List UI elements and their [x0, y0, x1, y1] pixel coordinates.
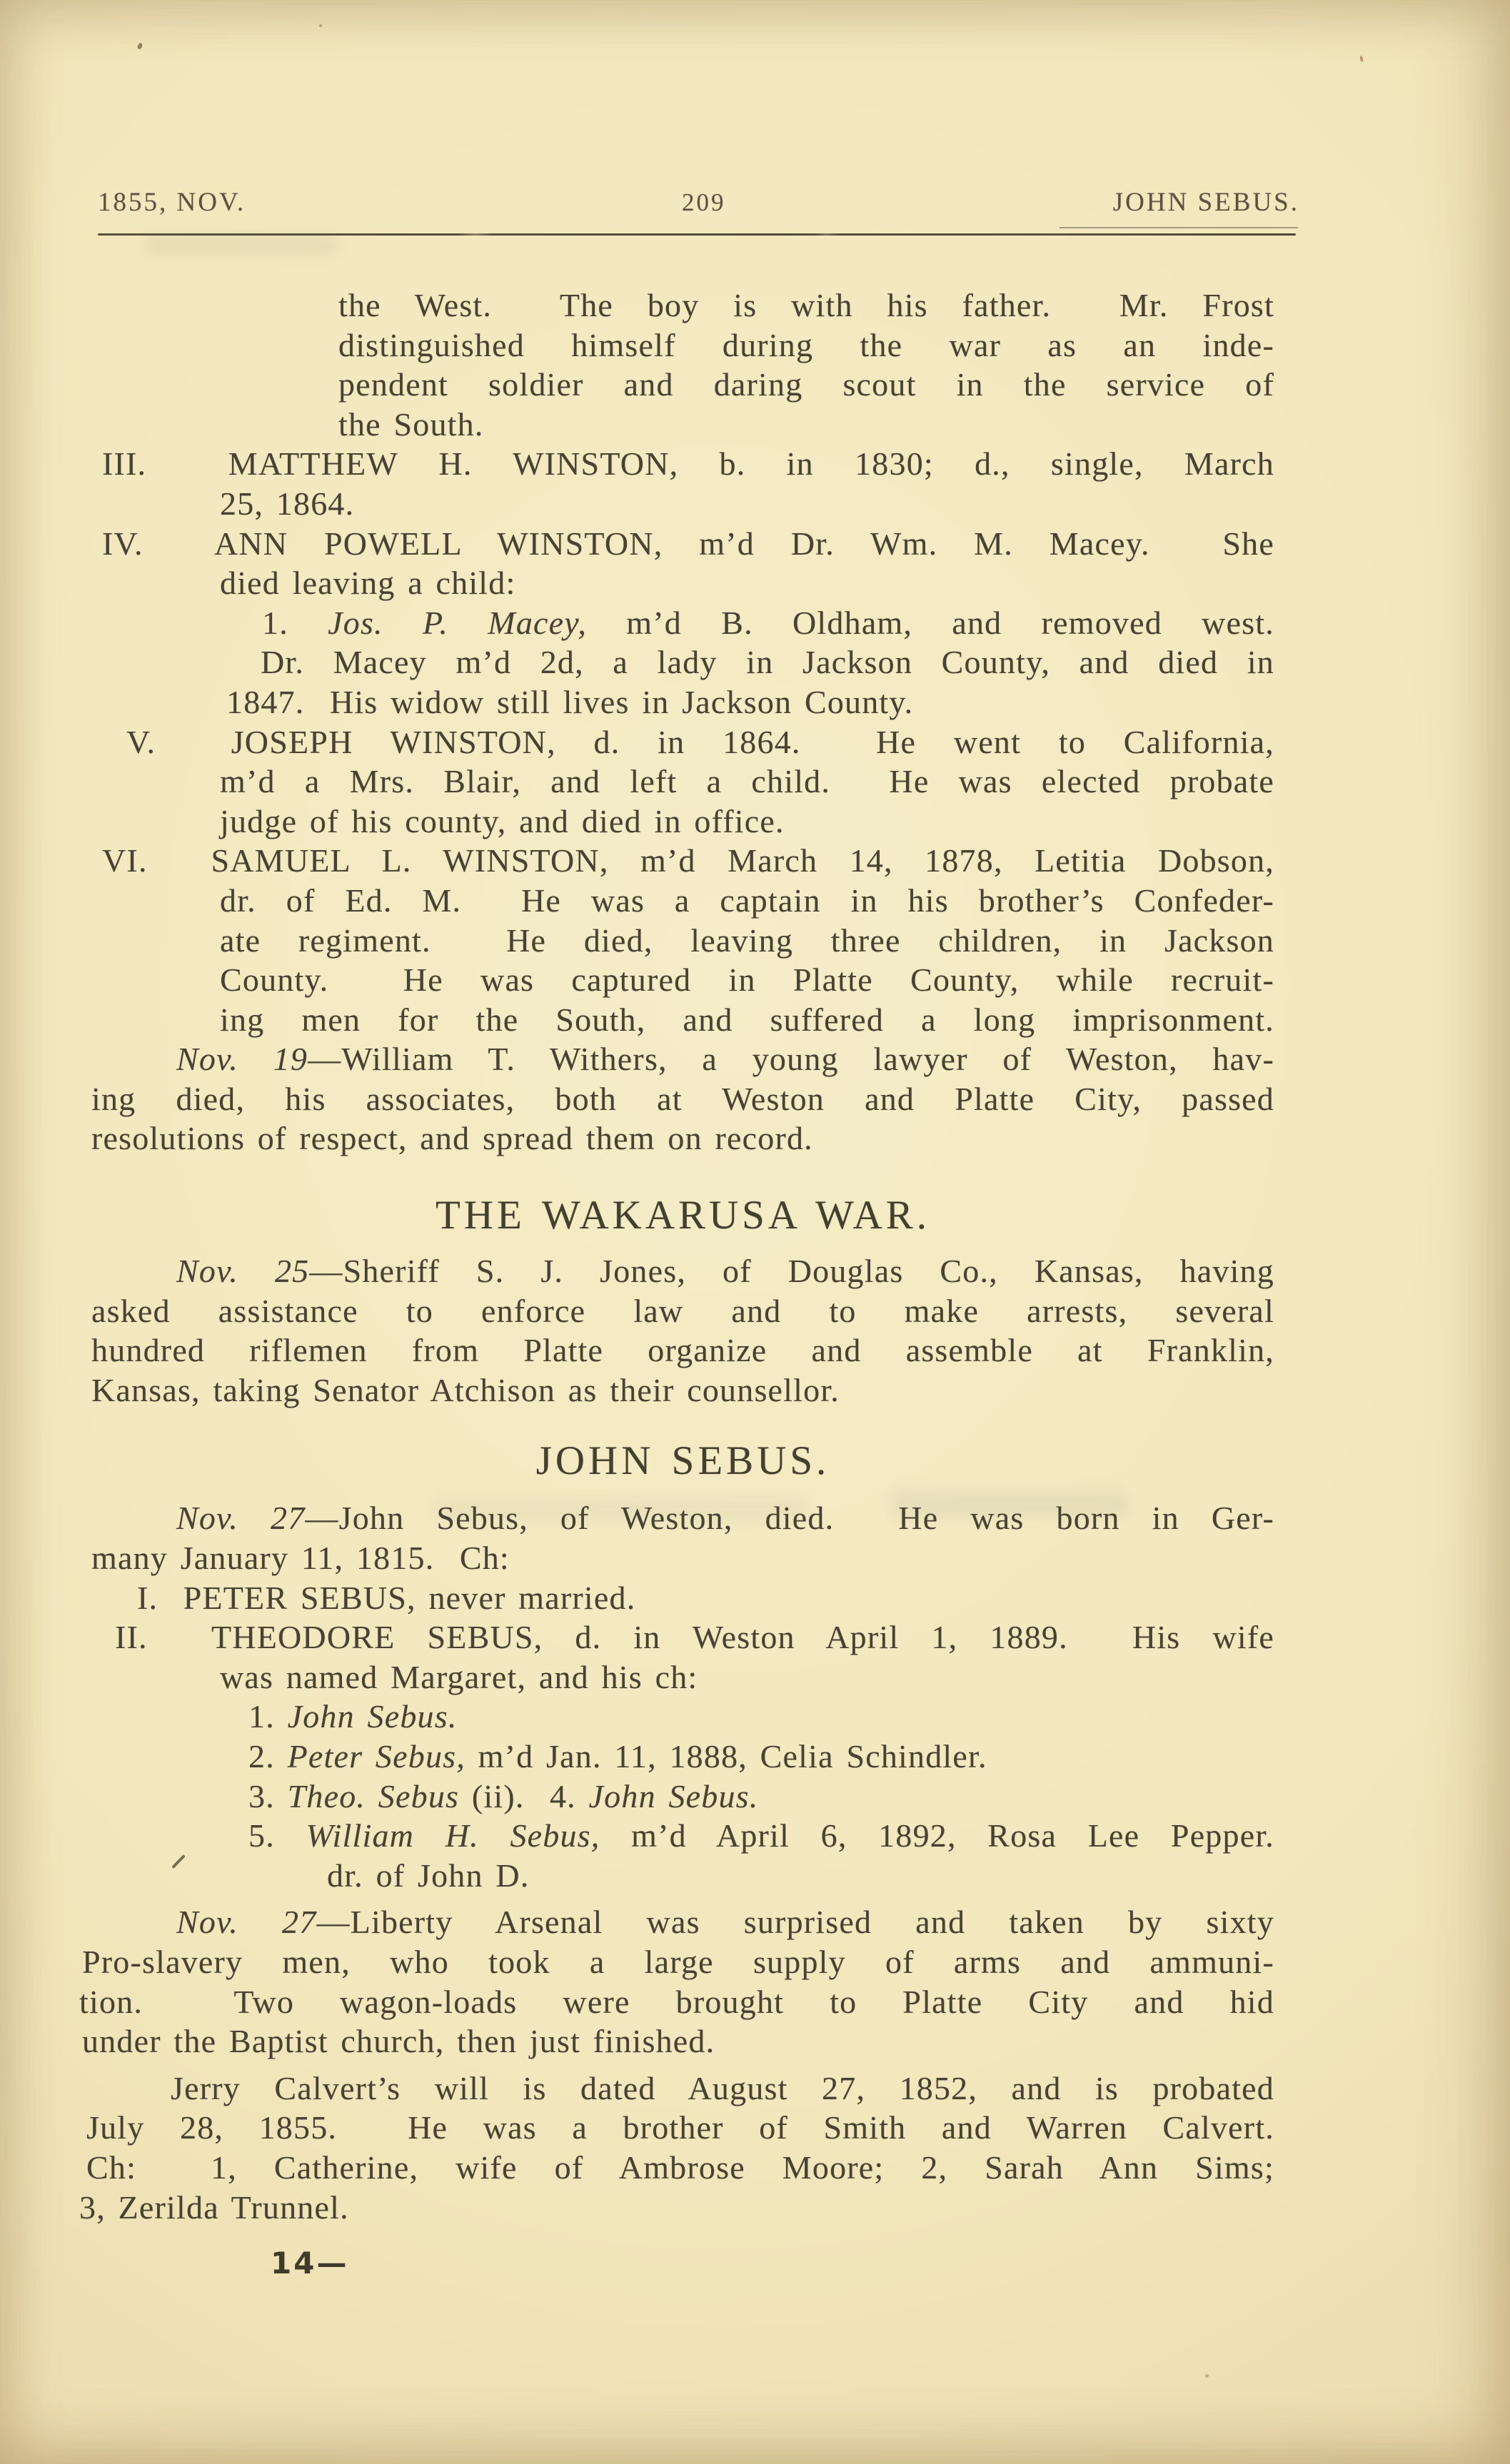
- text-line: [0, 881, 1510, 921]
- text: Jerry Calvert’s will is dated August 27, 1852, and is probated: [171, 2069, 1274, 2106]
- text: asked assistance to enforce law and to make arrests, several: [91, 1292, 1274, 1329]
- text: m’d B. Oldham, and removed west.: [587, 604, 1274, 641]
- italic-text: John Sebus.: [287, 1698, 458, 1735]
- text-line: [0, 2021, 1510, 2061]
- header-title: JOHN SEBUS.: [1112, 188, 1299, 217]
- text: judge of his county, and died in office.: [220, 802, 785, 839]
- text-line: [0, 1119, 1510, 1158]
- text-line: [0, 603, 1510, 643]
- text-line: [0, 1856, 1510, 1896]
- text: dr. of John D.: [327, 1857, 530, 1894]
- header-page-number: 209: [682, 188, 726, 216]
- text-line: [0, 1982, 1510, 2022]
- text-line: [0, 1617, 1510, 1657]
- text: 1.: [248, 1698, 288, 1735]
- text: I. PETER SEBUS, never married.: [137, 1579, 636, 1616]
- text-line: [0, 722, 1510, 762]
- text-line: [0, 484, 1510, 524]
- text: died leaving a child:: [220, 565, 516, 602]
- italic-text: Peter Sebus,: [287, 1738, 465, 1774]
- header-rule: [98, 233, 1296, 236]
- text: many January 11, 1815. Ch:: [91, 1540, 510, 1577]
- text-line: [0, 1291, 1510, 1331]
- text-line: [0, 921, 1510, 961]
- scan-speck: [136, 42, 143, 50]
- text: ing died, his associates, both at Weston and Platte City, passed: [91, 1080, 1274, 1117]
- text: pendent soldier and daring scout in the service of: [338, 366, 1274, 403]
- text-line: [0, 1902, 1510, 1942]
- text-line: [0, 2188, 1510, 2228]
- text-line: [0, 1737, 1510, 1777]
- text-line: [0, 1498, 1510, 1538]
- text-line: [0, 1538, 1510, 1578]
- italic-text: John Sebus.: [588, 1777, 759, 1814]
- italic-text: Nov. 25: [176, 1253, 310, 1290]
- text: ing men for the South, and suffered a long imprisonment.: [220, 1001, 1274, 1038]
- text: m’d Jan. 11, 1888, Celia Schindler.: [465, 1738, 987, 1774]
- text-line: [0, 563, 1510, 603]
- text: VI. SAMUEL L. WINSTON, m’d March 14, 1878, Letitia Dobson,: [102, 842, 1274, 879]
- section-heading: JOHN SEBUS.: [535, 1438, 830, 1484]
- text: 3.: [248, 1777, 288, 1814]
- text: (ii). 4.: [459, 1777, 589, 1814]
- scan-speck: [1205, 2374, 1209, 2378]
- text-line: [0, 802, 1510, 842]
- text: dr. of Ed. M. He was a captain in his brother’s Confeder-: [220, 882, 1274, 919]
- text: 5.: [248, 1817, 306, 1854]
- text-line: [0, 1251, 1510, 1291]
- text-line: [0, 1777, 1510, 1817]
- header-underline-rule: [1059, 227, 1298, 228]
- text: —John Sebus, of Weston, died. He was born in Ger-: [305, 1500, 1274, 1537]
- text: —Sheriff S. J. Jones, of Douglas Co., Kansas, having: [309, 1253, 1274, 1290]
- text: 3, Zerilda Trunnel.: [79, 2188, 349, 2226]
- text-line: [0, 1578, 1510, 1618]
- text: Ch: 1, Catherine, wife of Ambrose Moore; 2, Sarah Ann Sims;: [86, 2149, 1274, 2186]
- text-line: [0, 1370, 1510, 1410]
- text: the South.: [338, 405, 484, 443]
- text-line: [0, 1816, 1510, 1856]
- scan-speck: [319, 24, 322, 27]
- text: 1.: [262, 604, 328, 641]
- text-body: [0, 286, 1510, 2227]
- text: Kansas, taking Senator Atchison as their counsellor.: [91, 1371, 840, 1408]
- text-line: [0, 960, 1510, 1000]
- italic-text: Nov. 19: [176, 1041, 308, 1078]
- text-line: [0, 1942, 1510, 1982]
- text-line: [0, 1039, 1510, 1079]
- text-line: [0, 524, 1510, 564]
- text-line: [0, 762, 1510, 802]
- text: V. JOSEPH WINSTON, d. in 1864. He went to California,: [126, 723, 1274, 760]
- text: —Liberty Arsenal was surprised and taken by sixty: [316, 1904, 1274, 1941]
- text: 25, 1864.: [220, 485, 355, 522]
- text-line: [0, 325, 1510, 365]
- text: Dr. Macey m’d 2d, a lady in Jackson County, and died in: [261, 644, 1274, 681]
- text-line: [0, 286, 1510, 325]
- text-line: [0, 1331, 1510, 1370]
- text-line: [0, 682, 1510, 722]
- text: Pro-slavery men, who took a large supply of arms and ammuni-: [82, 1943, 1274, 1980]
- text: tion. Two wagon-loads were brought to Platte City and hid: [79, 1983, 1274, 2020]
- text: under the Baptist church, then just finished.: [82, 2023, 715, 2060]
- italic-text: Nov. 27: [176, 1904, 317, 1941]
- italic-text: Nov. 27: [176, 1500, 306, 1537]
- header-date: 1855, NOV.: [98, 188, 246, 217]
- text: July 28, 1855. He was a brother of Smith and Warren Calvert.: [86, 2109, 1274, 2146]
- text: ate regiment. He died, leaving three children, in Jackson: [220, 922, 1274, 959]
- text-line: [0, 1079, 1510, 1119]
- text: County. He was captured in Platte County, while recruit-: [220, 961, 1274, 999]
- text-line: [0, 841, 1510, 881]
- italic-text: Theo. Sebus: [287, 1777, 460, 1814]
- text-line: [0, 365, 1510, 405]
- ink-bleedthrough: [146, 236, 338, 254]
- text: m’d a Mrs. Blair, and left a child. He was elected probate: [220, 763, 1274, 800]
- text: IV. ANN POWELL WINSTON, m’d Dr. Wm. M. Macey. She: [102, 525, 1274, 562]
- text: III. MATTHEW H. WINSTON, b. in 1830; d., single, March: [102, 445, 1274, 483]
- italic-text: Jos. P. Macey,: [328, 604, 588, 641]
- running-header: [98, 187, 1299, 218]
- text: was named Margaret, and his ch:: [220, 1658, 698, 1695]
- text-line: [0, 2148, 1510, 2188]
- text: m’d April 6, 1892, Rosa Lee Pepper.: [600, 1817, 1275, 1854]
- text-line: [0, 1000, 1510, 1040]
- italic-text: William H. Sebus,: [306, 1817, 600, 1854]
- text-line: [0, 1657, 1510, 1697]
- signature-mark: 14—: [271, 2246, 349, 2281]
- text: distinguished himself during the war as an inde-: [338, 326, 1274, 363]
- text-line: [0, 642, 1510, 682]
- text-line: [0, 2108, 1510, 2148]
- text: 1847. His widow still lives in Jackson County.: [226, 683, 914, 720]
- scan-speck: [1359, 56, 1364, 63]
- text-line: [0, 405, 1510, 445]
- text: 2.: [248, 1738, 288, 1774]
- section-heading: THE WAKARUSA WAR.: [435, 1193, 931, 1238]
- text: II. THEODORE SEBUS, d. in Weston April 1, 1889. His wife: [115, 1619, 1274, 1656]
- text: resolutions of respect, and spread them on record.: [91, 1120, 813, 1157]
- text: hundred riflemen from Platte organize and assemble at Franklin,: [91, 1332, 1274, 1369]
- text-line: [0, 1697, 1510, 1737]
- text: —William T. Withers, a young lawyer of Weston, hav-: [308, 1041, 1274, 1078]
- text-line: [0, 444, 1510, 484]
- text: the West. The boy is with his father. Mr. Frost: [338, 287, 1274, 323]
- text-line: [0, 2069, 1510, 2109]
